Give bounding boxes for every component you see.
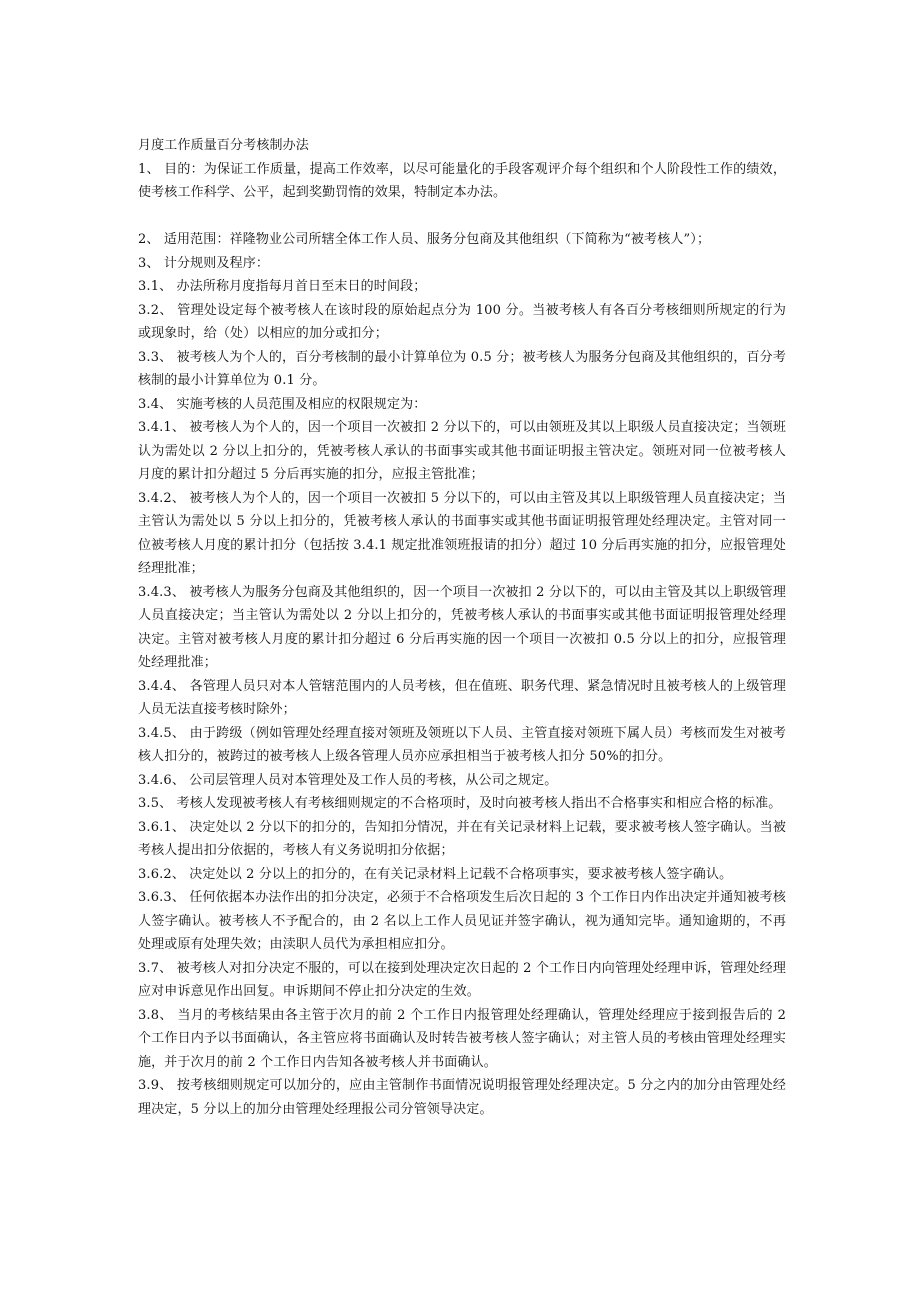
paragraph-3-2: 3.2、 管理处设定每个被考核人在该时段的原始起点分为 100 分。当被考核人有各百分考核细则所规定的行为或现象时，给（处）以相应的加分或扣分；: [138, 302, 786, 341]
paragraph-scope: 2、 适用范围：祥隆物业公司所辖全体工作人员、服务分包商及其他组织（下简称为“被考核人”）；: [138, 232, 711, 247]
paragraph-3-8: 3.8、 当月的考核结果由各主管于次月的前 2 个工作日内报管理处经理确认，管理处经理应于接到报告后的 2 个工作日内予以书面确认，各主管应将书面确认及时转告被考核人签字确认；对主管人员的考核由管理处经理实施，并于次月的前 2 个工作日内告知各被考核人并书面确认。: [138, 1007, 786, 1070]
paragraph-3-4-5: 3.4.5、 由于跨级（例如管理处经理直接对领班及领班以下人员、主管直接对领班下属人员）考核而发生对被考核人扣分的，被跨过的被考核人上级各管理人员亦应承担相当于被考核人扣分 50%的扣分。: [138, 725, 786, 764]
paragraph-3-1: 3.1、 办法所称月度指每月首日至末日的时间段；: [138, 279, 427, 294]
document-body: [138, 134, 786, 1121]
paragraph-3-6-3: 3.6.3、 任何依据本办法作出的扣分决定，必须于不合格项发生后次日起的 3 个工作日内作出决定并通知被考核人签字确认。被考核人不予配合的，由 2 名以上工作人员见证并签字确认，视为通知完毕。通知逾期的，不再处理或原有处理失效；由渎职人员代为承担相应扣分。: [138, 890, 786, 952]
paragraph-3-6-2: 3.6.2、 决定处以 2 分以上的扣分的，在有关记录材料上记载不合格项事实，要求被考核人签字确认。: [138, 866, 733, 882]
document-title: 月度工作质量百分考核制办法: [138, 138, 309, 153]
paragraph-3-3: 3.3、 被考核人为个人的，百分考核制的最小计算单位为 0.5 分；被考核人为服务分包商及其他组织的，百分考核制的最小计算单位为 0.1 分。: [138, 349, 786, 388]
paragraph-3-5: 3.5、 考核人发现被考核人有考核细则规定的不合格项时，及时向被考核人指出不合格事实和相应合格的标准。: [138, 796, 782, 811]
paragraph-3-7: 3.7、 被考核人对扣分决定不服的，可以在接到处理决定次日起的 2 个工作日内向管理处经理申诉，管理处经理应对申诉意见作出回复。申诉期间不停止扣分决定的生效。: [138, 960, 786, 999]
paragraph-3-4: 3.4、 实施考核的人员范围及相应的权限规定为：: [138, 396, 427, 412]
paragraph-purpose: 1、 目的：为保证工作质量，提高工作效率，以尽可能量化的手段客观评介每个组织和个人阶段性工作的绩效，使考核工作科学、公平，起到奖勤罚惰的效果，特制定本办法。: [138, 161, 786, 200]
paragraph-3-4-4: 3.4.4、 各管理人员只对本人管辖范围内的人员考核，但在值班、职务代理、紧急情况时且被考核人的上级管理人员无法直接考核时除外；: [138, 678, 786, 717]
paragraph-3-6-1: 3.6.1、 决定处以 2 分以下的扣分的，告知扣分情况，并在有关记录材料上记载，要求被考核人签字确认。当被考核人提出扣分依据的，考核人有义务说明扣分依据；: [138, 819, 786, 858]
paragraph-3-9: 3.9、 按考核细则规定可以加分的，应由主管制作书面情况说明报管理处经理决定。5 分之内的加分由管理处经理决定，5 分以上的加分由管理处经理报公司分管领导决定。: [138, 1078, 786, 1117]
paragraph-3-4-2: 3.4.2、 被考核人为个人的，因一个项目一次被扣 5 分以下的，可以由主管及其以上职级管理人员直接决定；当主管认为需处以 5 分以上扣分的，凭被考核人承认的书面事实或其他书面证明报管理处经理决定。主管对同一位被考核人月度的累计扣分（包括按 3.4.1 规定批准领班报请的扣分）超过 10 分后再实施的扣分，应报管理处经理批准；: [138, 490, 786, 576]
blank-line: [138, 205, 786, 229]
paragraph-3-4-6: 3.4.6、 公司层管理人员对本管理处及工作人员的考核，从公司之规定。: [138, 772, 558, 788]
paragraph-rules-heading: 3、 计分规则及程序：: [138, 255, 270, 271]
paragraph-3-4-3: 3.4.3、 被考核人为服务分包商及其他组织的，因一个项目一次被扣 2 分以下的，可以由主管及其以上职级管理人员直接决定；当主管认为需处以 2 分以上扣分的，凭被考核人承认的书面事实或其他书面证明报管理处经理决定。主管对被考核人月度的累计扣分超过 6 分后再实施的因一个项目一次被扣 0.5 分以上的扣分，应报管理处经理批准；: [138, 584, 786, 670]
paragraph-3-4-1: 3.4.1、 被考核人为个人的，因一个项目一次被扣 2 分以下的，可以由领班及其以上职级人员直接决定；当领班认为需处以 2 分以上扣分的，凭被考核人承认的书面事实或其他书面证明报主管决定。领班对同一位被考核人月度的累计扣分超过 5 分后再实施的扣分，应报主管批准；: [138, 420, 786, 482]
